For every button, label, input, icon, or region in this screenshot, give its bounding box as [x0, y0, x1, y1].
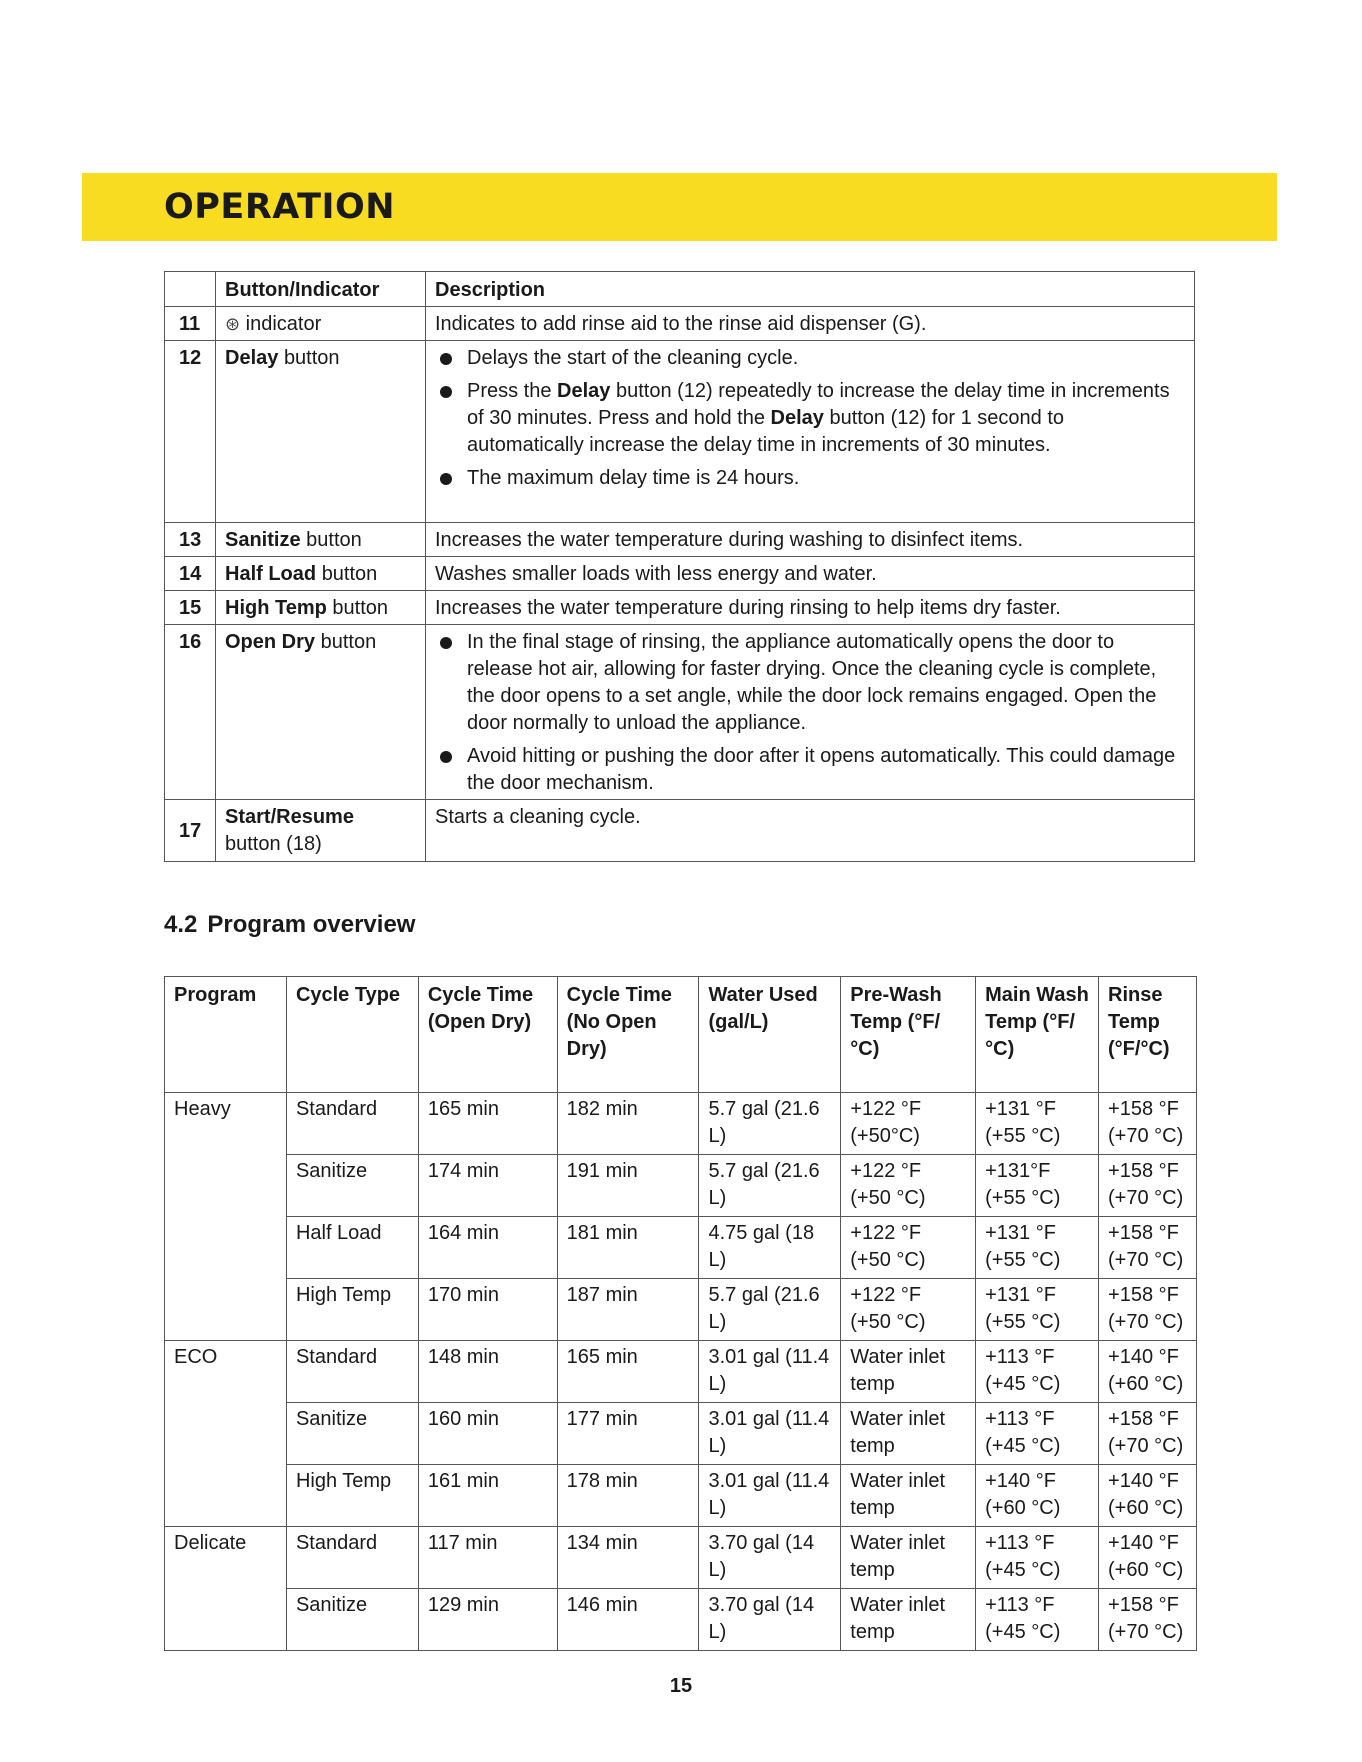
table-cell: 129 min	[418, 1589, 557, 1651]
table-header-row	[165, 977, 1197, 1093]
button-name	[216, 557, 426, 591]
button-label: button	[283, 347, 340, 369]
table-row	[165, 591, 1195, 625]
table-cell: 164 min	[418, 1217, 557, 1279]
button-name-bold: Sanitize	[225, 529, 301, 551]
section-heading	[164, 911, 425, 939]
table-row	[165, 1279, 1197, 1341]
button-name-bold: Delay	[225, 347, 279, 369]
bullet-item: Press the Delay button (12) repeatedly to increase the delay time in increments of 30 minutes. Press and hold the Delay button (12) for 1 second to automatically increase the delay time in increments of 30 minutes.	[435, 378, 1185, 459]
button-name	[216, 307, 426, 341]
table-row	[165, 523, 1195, 557]
table-row	[165, 307, 1195, 341]
table-cell: +158 °F (+70 °C)	[1099, 1217, 1197, 1279]
program-name: Heavy	[165, 1093, 287, 1341]
table-cell: +158 °F (+70 °C)	[1099, 1093, 1197, 1155]
table-cell: Water inlet temp	[841, 1403, 976, 1465]
row-number: 12	[165, 341, 216, 523]
button-name	[216, 625, 426, 800]
program-table-body	[165, 1093, 1197, 1651]
table-cell: 181 min	[557, 1217, 699, 1279]
button-label: indicator	[245, 313, 322, 335]
table-cell: 4.75 gal (18 L)	[699, 1217, 841, 1279]
page-number: 15	[669, 1675, 693, 1697]
table-cell: 177 min	[557, 1403, 699, 1465]
table-cell: 170 min	[418, 1279, 557, 1341]
table-cell: 3.70 gal (14 L)	[699, 1527, 841, 1589]
table-cell: +140 °F (+60 °C)	[1099, 1465, 1197, 1527]
row-number: 11	[165, 307, 216, 341]
table-cell: +122 °F (+50 °C)	[841, 1155, 976, 1217]
row-number: 16	[165, 625, 216, 800]
button-name-bold: Open Dry	[225, 631, 316, 653]
bullet-item: The maximum delay time is 24 hours.	[435, 465, 1185, 492]
table-cell: +122 °F (+50°C)	[841, 1093, 976, 1155]
description: Increases the water temperature during rinsing to help items dry faster.	[426, 591, 1195, 625]
table-cell: 3.01 gal (11.4 L)	[699, 1403, 841, 1465]
description: Increases the water temperature during washing to disinfect items.	[426, 523, 1195, 557]
table-cell: Sanitize	[286, 1403, 418, 1465]
header-description: Description	[426, 272, 1195, 307]
program-overview-table	[164, 976, 1197, 1651]
button-name-bold: Start/Resume	[225, 806, 354, 828]
button-name	[216, 800, 426, 862]
table-row	[165, 341, 1195, 523]
table-cell: Water inlet temp	[841, 1341, 976, 1403]
table-cell: +113 °F (+45 °C)	[976, 1527, 1099, 1589]
table-row	[165, 1465, 1197, 1527]
table-cell: +131 °F (+55 °C)	[976, 1279, 1099, 1341]
description	[426, 341, 1195, 523]
table-cell: Water inlet temp	[841, 1465, 976, 1527]
page-title: OPERATION	[164, 187, 396, 227]
table-cell: High Temp	[286, 1465, 418, 1527]
header-number	[165, 272, 216, 307]
column-header: Cycle Time (No Open Dry)	[557, 977, 699, 1093]
button-label: button	[332, 597, 389, 619]
button-name-bold: Half Load	[225, 563, 317, 585]
button-label: button	[321, 563, 378, 585]
description: Indicates to add rinse aid to the rinse aid dispenser (G).	[426, 307, 1195, 341]
table-cell: +158 °F (+70 °C)	[1099, 1403, 1197, 1465]
table-cell: +113 °F (+45 °C)	[976, 1589, 1099, 1651]
bullet-item: Avoid hitting or pushing the door after it opens automatically. This could damage the door mechanism.	[435, 743, 1185, 797]
table-row	[165, 1093, 1197, 1155]
table-cell: 187 min	[557, 1279, 699, 1341]
table-row	[165, 800, 1195, 862]
button-name	[216, 591, 426, 625]
button-label: button (18)	[225, 833, 322, 855]
table-row	[165, 1217, 1197, 1279]
column-header: Cycle Type	[286, 977, 418, 1093]
program-name: Delicate	[165, 1527, 287, 1651]
row-number: 13	[165, 523, 216, 557]
table-cell: Sanitize	[286, 1155, 418, 1217]
table-cell: High Temp	[286, 1279, 418, 1341]
table-cell: 148 min	[418, 1341, 557, 1403]
table-cell: Sanitize	[286, 1589, 418, 1651]
column-header: Rinse Temp (°F/°C)	[1099, 977, 1197, 1093]
table-cell: 182 min	[557, 1093, 699, 1155]
table-cell: +140 °F (+60 °C)	[976, 1465, 1099, 1527]
table-row	[165, 625, 1195, 800]
row-number: 14	[165, 557, 216, 591]
column-header: Cycle Time (Open Dry)	[418, 977, 557, 1093]
table-row	[165, 1341, 1197, 1403]
button-label: button	[306, 529, 362, 551]
table-row	[165, 557, 1195, 591]
table-cell: Standard	[286, 1093, 418, 1155]
table-cell: 174 min	[418, 1155, 557, 1217]
row-number: 17	[165, 800, 216, 862]
table-header-row	[165, 272, 1195, 307]
table-cell: 117 min	[418, 1527, 557, 1589]
table-cell: 3.70 gal (14 L)	[699, 1589, 841, 1651]
table-row	[165, 1589, 1197, 1651]
table-cell: +131°F (+55 °C)	[976, 1155, 1099, 1217]
table-cell: 5.7 gal (21.6 L)	[699, 1093, 841, 1155]
table-cell: +140 °F (+60 °C)	[1099, 1341, 1197, 1403]
row-number: 15	[165, 591, 216, 625]
table-cell: +131 °F (+55 °C)	[976, 1093, 1099, 1155]
description	[426, 625, 1195, 800]
table-cell: Water inlet temp	[841, 1527, 976, 1589]
table-cell: 165 min	[418, 1093, 557, 1155]
description: Washes smaller loads with less energy and water.	[426, 557, 1195, 591]
table-cell: 134 min	[557, 1527, 699, 1589]
table-cell: 191 min	[557, 1155, 699, 1217]
section-number: 4.2	[164, 911, 198, 938]
table-cell: Standard	[286, 1527, 418, 1589]
table-cell: +158 °F (+70 °C)	[1099, 1279, 1197, 1341]
table-cell: Half Load	[286, 1217, 418, 1279]
table-cell: 3.01 gal (11.4 L)	[699, 1341, 841, 1403]
table-cell: 160 min	[418, 1403, 557, 1465]
button-label: button	[320, 631, 377, 653]
table-cell: +122 °F (+50 °C)	[841, 1217, 976, 1279]
table-cell: 165 min	[557, 1341, 699, 1403]
table-row	[165, 1403, 1197, 1465]
table-cell: 146 min	[557, 1589, 699, 1651]
column-header: Main Wash Temp (°F/°C)	[976, 977, 1099, 1093]
button-name-bold: High Temp	[225, 597, 327, 619]
table-cell: +158 °F (+70 °C)	[1099, 1155, 1197, 1217]
button-name	[216, 341, 426, 523]
table-cell: Standard	[286, 1341, 418, 1403]
table-cell: +113 °F (+45 °C)	[976, 1341, 1099, 1403]
button-name	[216, 523, 426, 557]
table-cell: +131 °F (+55 °C)	[976, 1217, 1099, 1279]
bullet-item: Delays the start of the cleaning cycle.	[435, 345, 1185, 372]
bullet-item: In the final stage of rinsing, the appliance automatically opens the door to release hot air, allowing for faster drying. Once the cleaning cycle is complete, the door opens to a set angle, while the door lock remains engaged. Open the door normally to unload the appliance.	[435, 629, 1185, 737]
column-header: Program	[165, 977, 287, 1093]
section-title: Program overview	[207, 911, 416, 938]
table-cell: +122 °F (+50 °C)	[841, 1279, 976, 1341]
table-row	[165, 1527, 1197, 1589]
table-cell: 5.7 gal (21.6 L)	[699, 1155, 841, 1217]
description: Starts a cleaning cycle.	[426, 800, 1195, 862]
header-banner	[82, 173, 1277, 241]
header-button: Button/Indicator	[216, 272, 426, 307]
column-header: Pre-Wash Temp (°F/°C)	[841, 977, 976, 1093]
table-cell: 3.01 gal (11.4 L)	[699, 1465, 841, 1527]
table-cell: +158 °F (+70 °C)	[1099, 1589, 1197, 1651]
table-cell: +140 °F (+60 °C)	[1099, 1527, 1197, 1589]
rinse-aid-icon: ⊛	[225, 314, 241, 334]
table-row	[165, 1155, 1197, 1217]
table-cell: Water inlet temp	[841, 1589, 976, 1651]
table-cell: +113 °F (+45 °C)	[976, 1403, 1099, 1465]
table-cell: 178 min	[557, 1465, 699, 1527]
table-cell: 5.7 gal (21.6 L)	[699, 1279, 841, 1341]
table-cell: 161 min	[418, 1465, 557, 1527]
column-header: Water Used (gal/L)	[699, 977, 841, 1093]
button-indicator-table	[164, 271, 1195, 862]
program-name: ECO	[165, 1341, 287, 1527]
